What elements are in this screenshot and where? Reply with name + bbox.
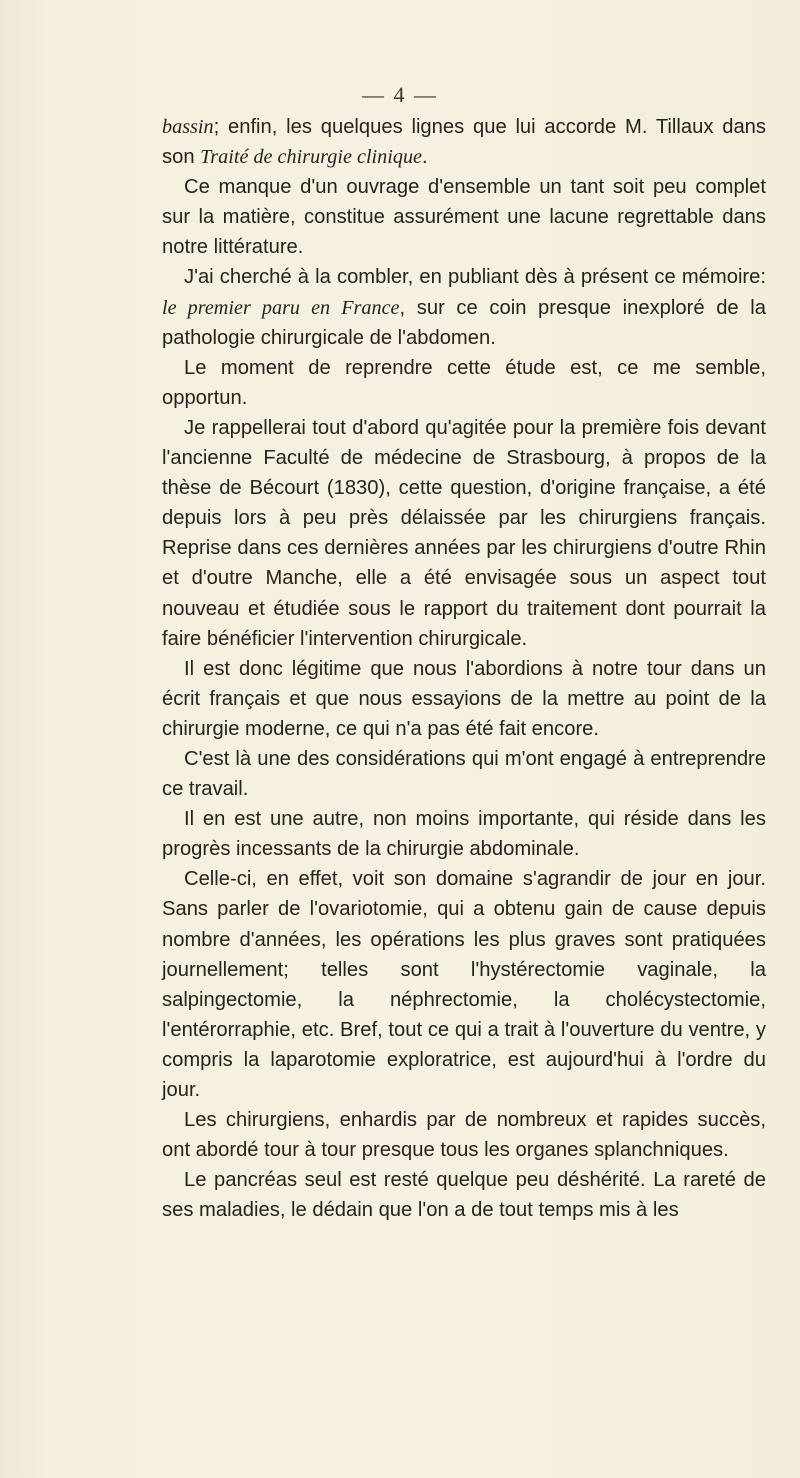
text-run: , sur ce coin presque inexploré de la pathologie chirurgicale de l'abdomen.: [162, 296, 766, 349]
paragraph-1: [162, 172, 766, 262]
paragraph-0: [162, 112, 766, 172]
paragraph-6: [162, 744, 766, 804]
paragraph-10: [162, 1165, 766, 1225]
page-number: — 4 —: [362, 82, 438, 107]
paragraph-8: [162, 864, 766, 1105]
text-run: C'est là une des considérations qui m'ont engagé à entreprendre ce travail.: [162, 747, 766, 801]
text-run: Je rappellerai tout d'abord qu'agitée pour la première fois devant l'ancienne Faculté de médecine de Strasbourg, à propos de la thèse de Bécourt (1830), cette question, d'origine française, a été depuis lors à peu près délaissée par les chirurgiens français. Reprise dans ces dernières années par les chirurgiens d'outre Rhin et d'outre Manche, elle a été envisagée sous un aspect tout nouveau et étudiée sous le rapport du traitement dont pourrait la faire bénéficier l'intervention chirurgicale.: [162, 416, 766, 650]
text-run: Le pancréas seul est resté quelque peu déshérité. La rareté de ses maladies, le dédain que l'on a de tout temps mis à les: [162, 1169, 766, 1222]
text-run: Celle-ci, en effet, voit son domaine s'agrandir de jour en jour. Sans parler de l'ovariotomie, qui a obtenu gain de cause depuis nombre d'années, les opérations les plus graves sont pratiquées journellement; telles sont l'hystérectomie vaginale, la salpingectomie, la néphrectomie, la cholécystectomie, l'entérorraphie, etc. Bref, tout ce qui a trait à l'ouverture du ventre, y compris la laparotomie exploratrice, est aujourd'hui à l'ordre du jour.: [162, 868, 766, 1101]
italic-run: Traité de chirurgie clinique: [200, 146, 423, 169]
text-run: .: [422, 146, 428, 169]
text-run: Il en est une autre, non moins importante, qui réside dans les progrès incessants de la chirurgie abdominale.: [162, 808, 766, 861]
paragraph-2: [162, 262, 766, 352]
italic-run: le premier paru en France: [162, 296, 400, 319]
paragraph-5: [162, 654, 766, 744]
paragraph-9: [162, 1105, 766, 1165]
text-run: J'ai cherché à la combler, en publiant dès à présent ce mémoire:: [184, 266, 766, 289]
text-run: Les chirurgiens, enhardis par de nombreux et rapides succès, ont abordé tour à tour presque tous les organes splanchniques.: [162, 1109, 766, 1162]
text-run: ; enfin, les quelques lignes que lui accorde M. Tillaux dans son: [162, 116, 766, 169]
text-run: Ce manque d'un ouvrage d'ensemble un tant soit peu complet sur la matière, constitue assurément une lacune regrettable dans notre littérature.: [162, 176, 766, 259]
text-run: Le moment de reprendre cette étude est, ce me semble, opportun.: [162, 356, 766, 409]
paragraph-7: [162, 804, 766, 864]
body-text: [162, 112, 766, 1225]
text-run: Il est donc légitime que nous l'abordions à notre tour dans un écrit français et que nous essayions de la mettre au point de la chirurgie moderne, ce qui n'a pas été fait encore.: [162, 657, 766, 740]
paragraph-3: [162, 353, 766, 413]
paragraph-4: [162, 413, 766, 654]
italic-run: bassin: [162, 116, 214, 138]
